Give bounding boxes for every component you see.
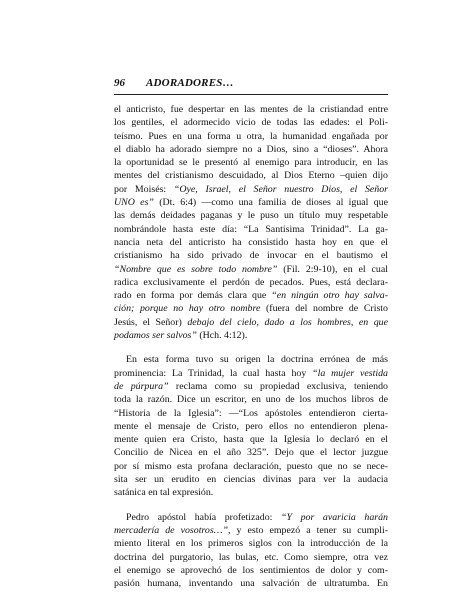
italic-quote-text: debajo del cielo, dado a los hombres, en que [187, 316, 388, 328]
text-run: Jesús, el Señor) [114, 316, 188, 328]
italic-quote-text: UNO es” [114, 197, 154, 209]
text-line [114, 407, 388, 420]
text-line [114, 302, 388, 315]
text-line [114, 551, 388, 564]
text-line [114, 446, 388, 459]
text-run: En esta forma tuvo su origen la doctrina errónea de más [126, 354, 388, 366]
text-run: “Historia de la Iglesia”: —“Los apóstoles entendieron cierta- [114, 407, 388, 419]
paragraph [114, 103, 388, 342]
text-run: el anticristo, fue despertar en las mentes de la cristiandad entre [114, 104, 388, 115]
italic-quote-text: “en ningún otro hay salva- [271, 290, 388, 302]
italic-quote-text: “la mujer vestida [312, 367, 388, 379]
text-run: el enemigo se aprovechó de los sentimientos de dolor y com- [114, 564, 388, 576]
text-line [114, 511, 388, 524]
text-line [114, 289, 388, 302]
text-line [114, 460, 388, 473]
text-run: (Hch. 4:12). [196, 330, 248, 342]
text-run: doctrina del purgatorio, las bulas, etc. Como siempre, otra vez [114, 551, 388, 563]
italic-quote-text: “Nombre que es sobre todo nombre” [114, 263, 278, 275]
running-head [114, 74, 388, 95]
text-line [114, 169, 388, 182]
paragraph [114, 353, 388, 499]
text-line [114, 537, 388, 550]
paragraph [114, 511, 388, 591]
body-text [114, 103, 388, 590]
text-run: teísmo. Pues en una forma u otra, la humanidad engañada por [114, 130, 388, 142]
text-line [114, 223, 388, 236]
running-title: ADORADORES… [146, 77, 234, 89]
italic-quote-text: de púrpura” [114, 380, 169, 392]
text-run: Concilio de Nicea en el año 325”. Dejo que el lector juzgue [114, 447, 388, 459]
text-line [114, 353, 388, 366]
text-line [114, 367, 388, 380]
text-line [114, 130, 388, 143]
text-run: nancia neta del anticristo ha consistido hasta hoy en que el [114, 236, 388, 248]
text-run: radica exclusivamente el perdón de pecados. Pues, está declara- [114, 276, 388, 288]
text-line [114, 524, 388, 537]
text-line [114, 196, 388, 209]
text-line [114, 420, 388, 433]
italic-quote-text: “Y por avaricia harán [281, 511, 388, 523]
text-line [114, 276, 388, 289]
text-run: toda la razón. Dice un escritor, en uno de los muchos libros de [114, 394, 388, 406]
text-run: la oportunidad se le presentó al enemigo para introducir, en las [114, 157, 388, 169]
text-run: mentes del cristianismo descuidado, al Dios Eterno –quien dijo [114, 170, 388, 182]
text-run: las demás deidades paganas y le puso un título muy respetable [114, 210, 388, 222]
text-run: Pedro apóstol había profetizado: [126, 511, 282, 523]
text-line [114, 116, 388, 129]
italic-quote-text: ción; porque no hay otro nombre [114, 303, 261, 315]
italic-quote-text: podamos ser salvos” [114, 330, 197, 342]
italic-quote-text: mercadería de vosotros…” [114, 524, 228, 536]
text-line [114, 316, 388, 329]
text-run: cristianismo ha sido privado de invocar en el bautismo el [114, 250, 388, 262]
text-run: prominencia: La Trinidad, la cual hasta hoy [114, 367, 313, 379]
text-run: (Dt. 6:4) —como una familia de dioses al igual que [153, 197, 388, 209]
text-run: pasión humana, inventando una salvación de ultratumba. En [114, 578, 388, 590]
text-line [114, 393, 388, 406]
text-line [114, 329, 388, 342]
text-line [114, 209, 388, 222]
text-run: el diablo ha adorado siempre no a Dios, sino a “dioses”. Ahora [114, 143, 388, 155]
italic-quote-text: “Oye, Israel, el Señor nuestro Dios, el Señor [173, 183, 389, 195]
text-line [114, 486, 388, 499]
text-line [114, 156, 388, 169]
text-line [114, 103, 388, 116]
text-run: rado en forma por demás clara que [114, 290, 272, 302]
text-run: por Moisés: [114, 183, 174, 195]
text-line [114, 564, 388, 577]
text-line [114, 263, 388, 276]
text-run: por sí mismo esta profana declaración, puesto que no se nece- [114, 460, 388, 472]
text-run: satánica en tal expresión. [114, 487, 214, 499]
text-line [114, 143, 388, 156]
page-number: 96 [114, 77, 125, 89]
text-line [114, 236, 388, 249]
text-line [114, 249, 388, 262]
text-run: mente quien era Cristo, hasta que la Iglesia lo declaró en el [114, 434, 388, 446]
text-line [114, 577, 388, 590]
text-run: , y esto empezó a tener su cumpli- [227, 524, 388, 536]
text-run: mente el mensaje de Cristo, pero ellos no entendieron plena- [114, 420, 388, 432]
text-line [114, 433, 388, 446]
text-run: miento literal en los primeros siglos con la introducción de la [114, 538, 388, 550]
text-run: reclama como su propiedad exclusiva, teniendo [168, 380, 388, 392]
text-run: (fuera del nombre de Cristo [260, 303, 388, 315]
text-line [114, 473, 388, 486]
text-line [114, 183, 388, 196]
text-run: los gentiles, el adormecido vicio de todas las edades: el Poli- [114, 117, 388, 129]
text-run: (Fil. 2:9-10), en el cual [277, 263, 388, 275]
text-run: sita ser un erudito en ciencias divinas para ver la audacia [114, 474, 388, 486]
text-run: nombrándole hasta este día: “La Santísima Trinidad”. La ga- [114, 223, 388, 235]
text-line [114, 380, 388, 393]
